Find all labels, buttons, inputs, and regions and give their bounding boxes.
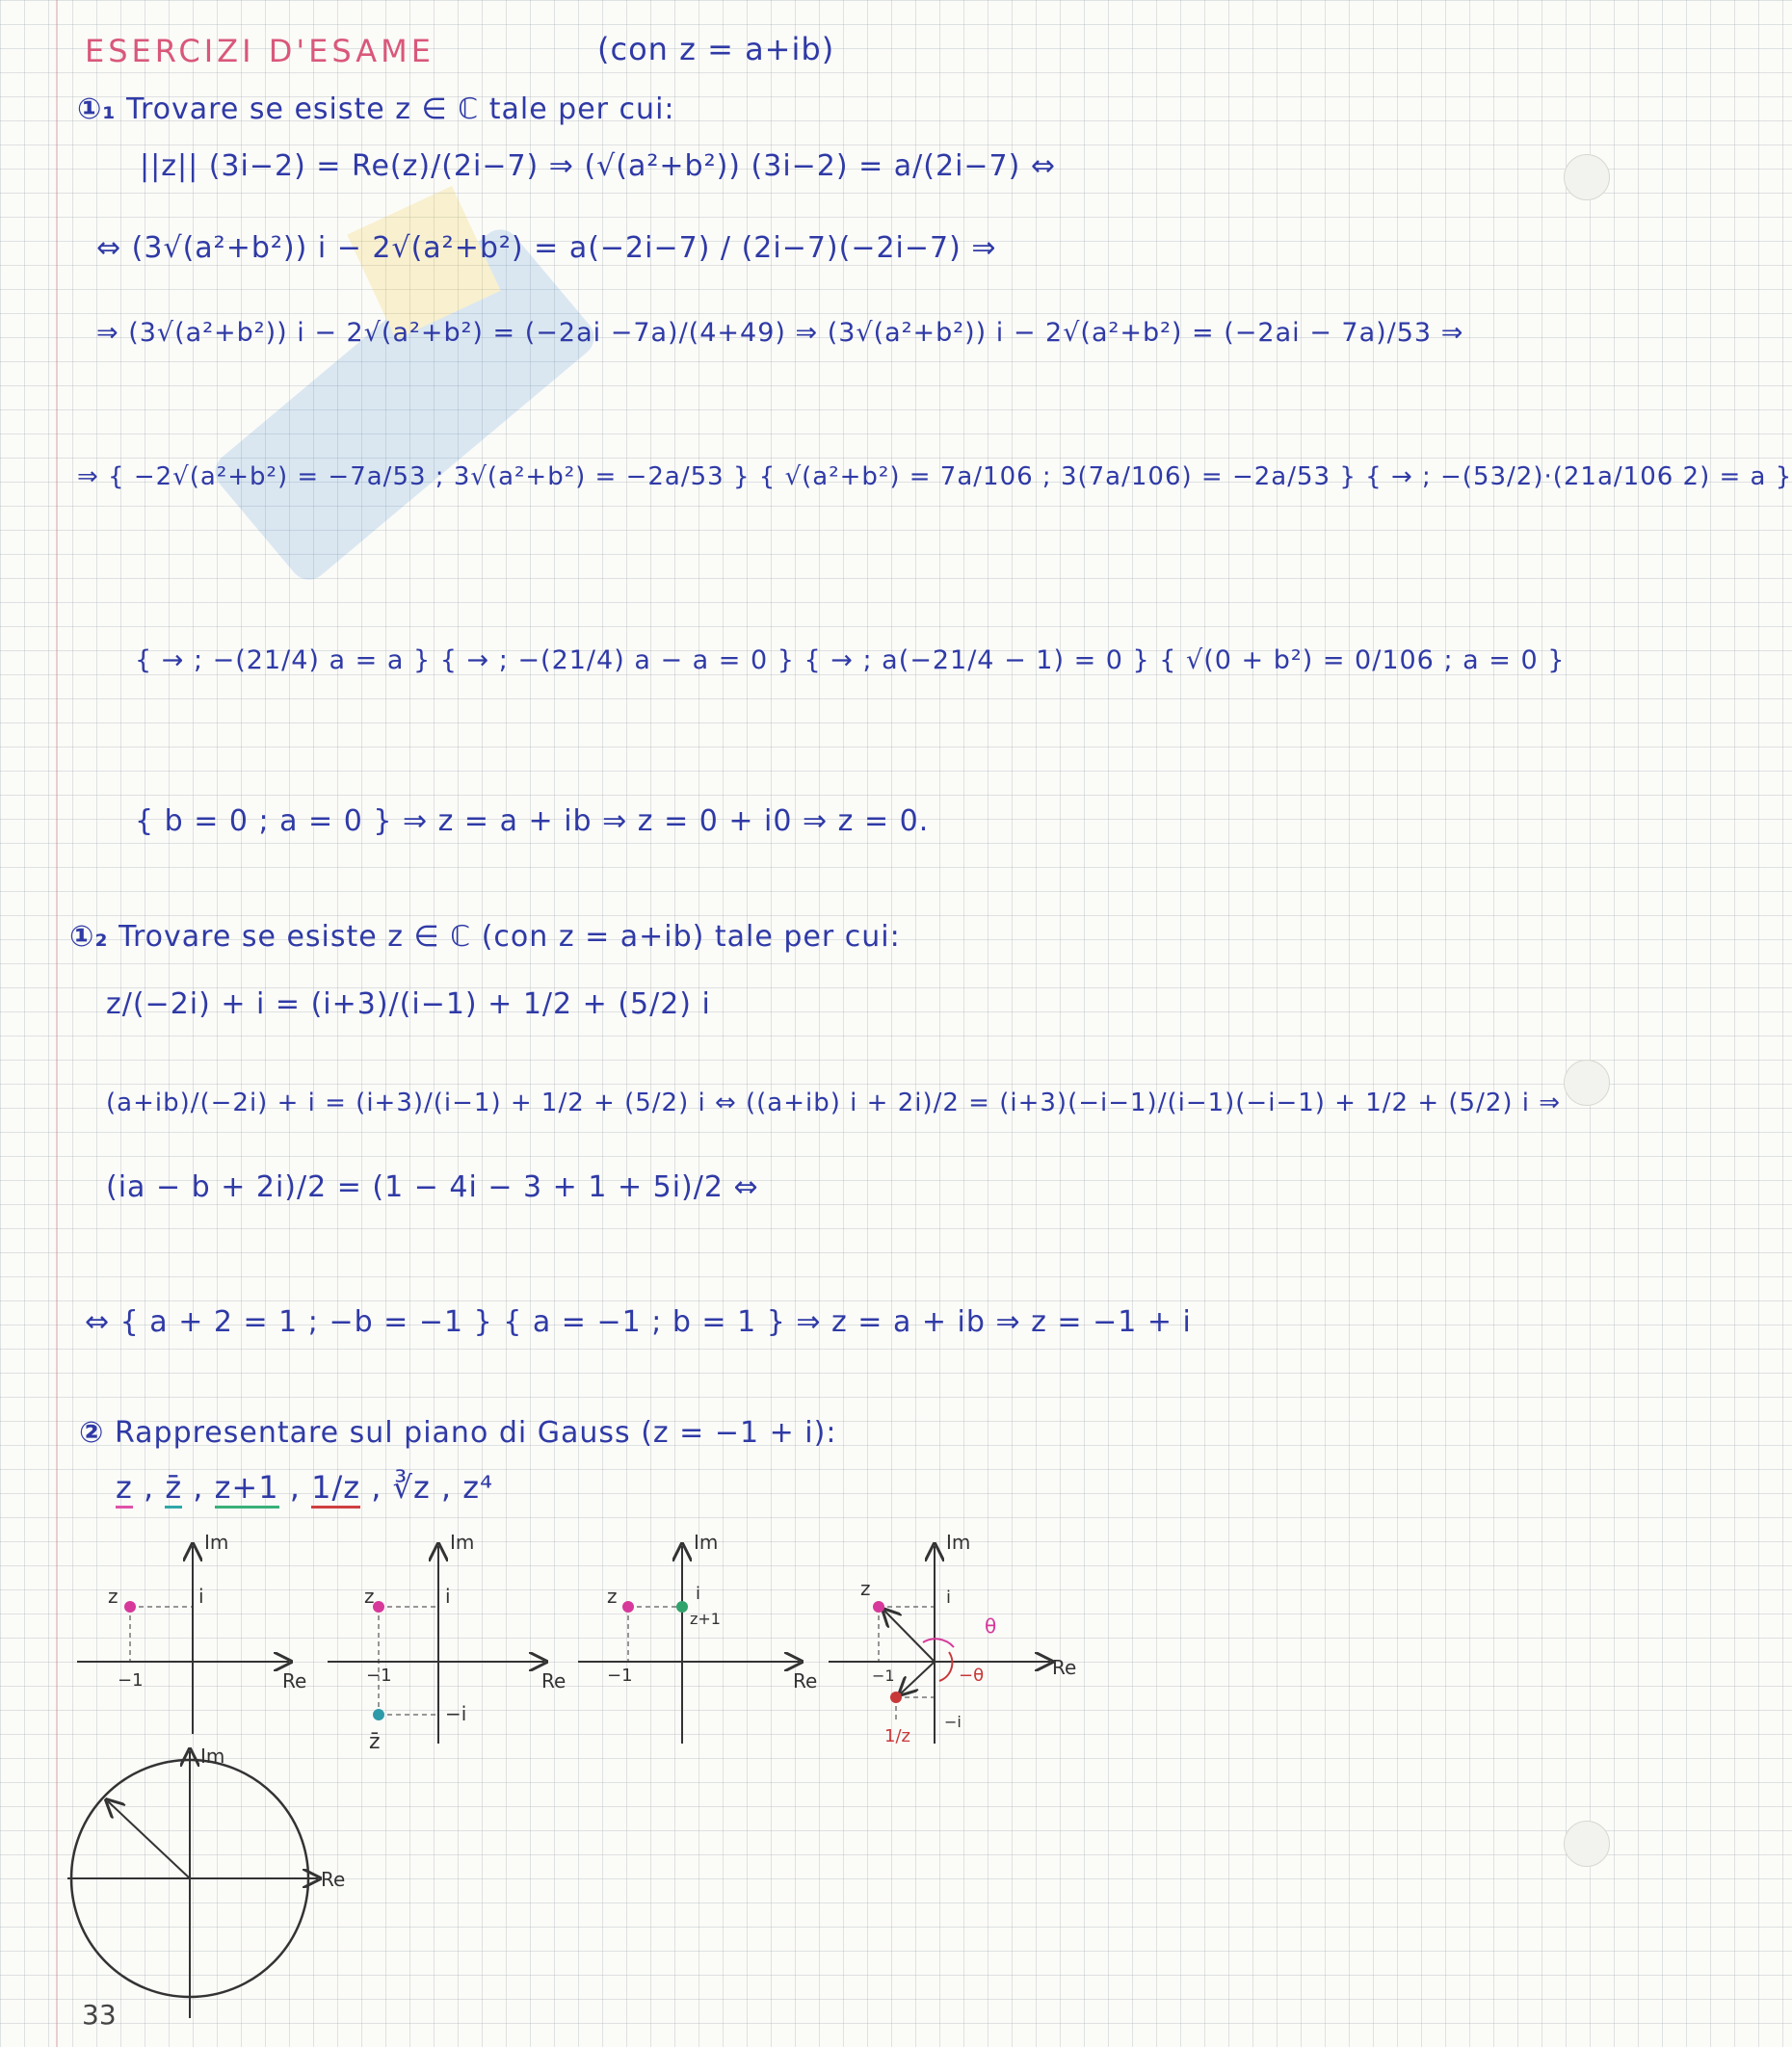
label-z-plus-1: z+1 [690,1610,721,1628]
equation-line: z/(−2i) + i = (i+3)/(i−1) + 1/2 + (5/2) i [106,987,711,1021]
tick-minus-one: −1 [366,1666,392,1686]
axis-im-label: Im [946,1531,971,1554]
axis-im-label: Im [450,1531,475,1554]
diagram-unit-circle [67,1745,345,2018]
label-theta: θ [985,1614,997,1638]
axis-im-label: Im [200,1745,225,1768]
tick-minus-i: −i [445,1702,467,1725]
label-one-over-z: 1/z [884,1726,910,1746]
tick-minus-one: −1 [118,1670,144,1691]
axis-re-label: Re [282,1669,307,1693]
equation-system: { → ; −(21/4) a = a } { → ; −(21/4) a − a = 0 } { → ; a(−21/4 − 1) = 0 } { √(0 + b²) = 0/106 ; a = 0 } [135,645,1566,675]
axis-im-label: Im [204,1531,229,1554]
point-z [124,1601,136,1613]
equation-result: { b = 0 ; a = 0 } ⇒ z = a + ib ⇒ z = 0 + i0 ⇒ z = 0. [135,804,930,838]
axis-re-label: Re [1052,1656,1077,1679]
tick-minus-one: −1 [872,1666,895,1685]
point-one-over-z [890,1692,902,1703]
tick-i: i [198,1585,204,1608]
diagram-one-over-z [829,1531,1076,1746]
item-z-conjugate: z̄ [165,1469,182,1509]
equation-line: ||z|| (3i−2) = Re(z)/(2i−7) ⇒ (√(a²+b²)) (3i−2) = a/(2i−7) ⇔ [140,149,1057,183]
exercise-label: ①₁ [77,92,117,126]
point-z [373,1601,384,1613]
tick-minus-i: −i [944,1713,962,1731]
axis-re-label: Re [793,1669,818,1693]
point-z [873,1601,884,1613]
label-z-conjugate: z̄ [369,1730,381,1754]
tick-i: i [696,1584,701,1604]
equation-line: ⇔ (3√(a²+b²)) i − 2√(a²+b²) = a(−2i−7) / (2i−7)(−2i−7) ⇒ [96,231,997,265]
equation-line: ⇒ (3√(a²+b²)) i − 2√(a²+b²) = (−2ai −7a)/(4+49) ⇒ (3√(a²+b²)) i − 2√(a²+b²) = (−2ai − 7a)/53 ⇒ [96,318,1464,348]
equation-line: (ia − b + 2i)/2 = (1 − 4i − 3 + 1 + 5i)/2 ⇔ [106,1170,759,1204]
item-cube-root: ∛z [392,1469,431,1506]
tick-i: i [946,1588,952,1608]
tick-i: i [445,1585,451,1608]
label-z: z [108,1585,119,1608]
axis-im-label: Im [694,1531,719,1554]
tick-minus-one: −1 [607,1666,633,1686]
label-minus-theta: −θ [959,1666,985,1686]
item-one-over-z: 1/z [311,1469,360,1509]
diagram-z-conjugate [328,1531,566,1754]
exercise-statement: Trovare se esiste z ∈ ℂ (con z = a+ib) tale per cui: [119,920,901,954]
equation-system: ⇒ { −2√(a²+b²) = −7a/53 ; 3√(a²+b²) = −2a/53 } { √(a²+b²) = 7a/106 ; 3(7a/106) = −2a/53 } { → ; −(53/2)·(21a/106 2) = a } [77,462,1792,491]
diagram-z-plus-1 [578,1531,817,1744]
point-z-conjugate [373,1709,384,1720]
item-z-plus-1: z+1 [215,1469,279,1509]
point-z-plus-1 [676,1601,688,1613]
label-z: z [607,1585,618,1608]
item-z-fourth: z⁴ [462,1469,493,1506]
exercise-label: ② [79,1416,105,1450]
page-number: 33 [82,1999,117,2031]
label-z: z [860,1577,871,1600]
exercise-statement: Trovare se esiste z ∈ ℂ tale per cui: [126,92,675,126]
item-z: z [116,1469,133,1509]
item-list: z , z̄ , z+1 , 1/z , ∛z , z⁴ [116,1469,493,1506]
page-title: ESERCIZI D'ESAME [85,33,435,69]
axis-re-label: Re [321,1868,346,1891]
equation-result: ⇔ { a + 2 = 1 ; −b = −1 } { a = −1 ; b = 1 } ⇒ z = a + ib ⇒ z = −1 + i [85,1305,1192,1339]
axis-re-label: Re [541,1669,567,1693]
diagram-z [77,1531,306,1734]
exercise-statement: Rappresentare sul piano di Gauss (z = −1 + i): [114,1416,837,1450]
equation-line: (a+ib)/(−2i) + i = (i+3)/(i−1) + 1/2 + (5/2) i ⇔ ((a+ib) i + 2i)/2 = (i+3)(−i−1)/(i−1)(−i−1) + 1/2 + (5/2) i ⇒ [106,1089,1562,1117]
point-z [622,1601,634,1613]
label-z: z [364,1585,375,1608]
page-subtitle: (con z = a+ib) [597,31,835,67]
exercise-label: ①₂ [69,920,109,954]
